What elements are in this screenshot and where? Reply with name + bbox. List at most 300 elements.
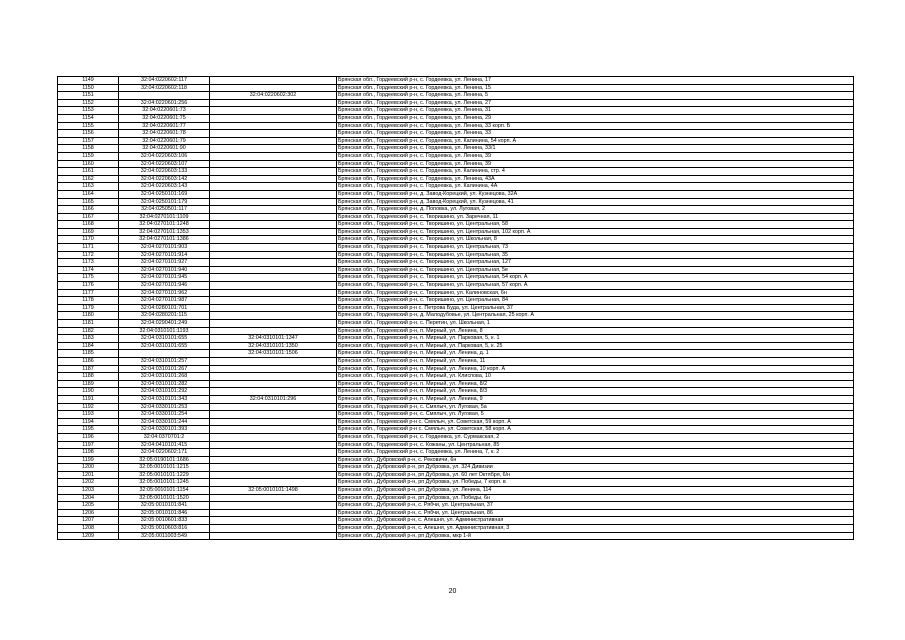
parent-cadastral-number-cell bbox=[210, 206, 337, 214]
address-cell: Брянская обл., Гордеевский р-н, с. Творишино, ул. Центральная, 35 bbox=[337, 251, 854, 259]
row-number-cell: 1205 bbox=[58, 502, 119, 510]
row-number-cell: 1196 bbox=[58, 433, 119, 441]
row-number-cell: 1178 bbox=[58, 297, 119, 305]
row-number-cell: 1188 bbox=[58, 373, 119, 381]
parent-cadastral-number-cell bbox=[210, 525, 337, 533]
parent-cadastral-number-cell bbox=[210, 320, 337, 328]
address-cell: Брянская обл., Гордеевский р-н, с. Кожаны, ул. Центральная, 85 bbox=[337, 441, 854, 449]
cadastral-number-cell: 32:04:0330101:254 bbox=[119, 411, 210, 419]
address-cell: Брянская обл., Гордеевский р-н, с. Творишино, ул. Центральная, 5е bbox=[337, 266, 854, 274]
cadastral-number-cell: 32:04:0270101:903 bbox=[119, 244, 210, 252]
parent-cadastral-number-cell bbox=[210, 357, 337, 365]
cadastral-number-cell: 32:04:0310101:655 bbox=[119, 335, 210, 343]
cadastral-number-cell: 32:04:0220603:107 bbox=[119, 160, 210, 168]
row-number-cell: 1185 bbox=[58, 350, 119, 358]
row-number-cell: 1182 bbox=[58, 327, 119, 335]
table-row bbox=[58, 259, 854, 267]
cadastral-number-cell: 32:04:0330101:393 bbox=[119, 426, 210, 434]
cadastral-number-cell: 32:04:0270101:946 bbox=[119, 282, 210, 290]
address-cell: Брянская обл., Гордеевский р-н, с. Гордеевка, ул. Ленина, 43А bbox=[337, 175, 854, 183]
row-number-cell: 1173 bbox=[58, 259, 119, 267]
cadastral-number-cell: 32:04:0280101:701 bbox=[119, 304, 210, 312]
table-row bbox=[58, 373, 854, 381]
address-cell: Брянская обл., Гордеевский р-н, п. Мирный, ул. Ленина, 10 корп. А bbox=[337, 365, 854, 373]
cadastral-number-cell: 32:04:0220601:77 bbox=[119, 122, 210, 130]
address-cell: Брянская обл., Гордеевский р-н, д. Завод-Корецкий, ул. Кузнецова, 32А bbox=[337, 190, 854, 198]
table-row bbox=[58, 365, 854, 373]
parent-cadastral-number-cell bbox=[210, 509, 337, 517]
cadastral-number-cell: 32:04:0220603:133 bbox=[119, 168, 210, 176]
table-row bbox=[58, 487, 854, 495]
address-cell: Брянская обл., Дубровский р-н, рп Дубровка, ул. Победы, 6н bbox=[337, 494, 854, 502]
row-number-cell: 1202 bbox=[58, 479, 119, 487]
cadastral-number-cell: 32:05:0010101:841 bbox=[119, 502, 210, 510]
address-cell: Брянская обл., Гордеевский р-н, с. Творишино, ул. Центральная, 102 корп. А bbox=[337, 228, 854, 236]
address-cell: Брянская обл., Гордеевский р-н, с. Гордеевка, ул. Ленина, 15 bbox=[337, 84, 854, 92]
parent-cadastral-number-cell bbox=[210, 266, 337, 274]
parent-cadastral-number-cell bbox=[210, 244, 337, 252]
cadastral-number-cell bbox=[119, 350, 210, 358]
parent-cadastral-number-cell bbox=[210, 122, 337, 130]
parent-cadastral-number-cell bbox=[210, 99, 337, 107]
parent-cadastral-number-cell bbox=[210, 449, 337, 457]
table-row bbox=[58, 183, 854, 191]
cadastral-number-cell: 32:04:0220601:78 bbox=[119, 130, 210, 138]
parent-cadastral-number-cell bbox=[210, 251, 337, 259]
cadastral-number-cell: 32:05:0010101:846 bbox=[119, 509, 210, 517]
row-number-cell: 1176 bbox=[58, 282, 119, 290]
cadastral-number-cell: 32:04:0330101:253 bbox=[119, 403, 210, 411]
row-number-cell: 1200 bbox=[58, 464, 119, 472]
address-cell: Брянская обл., Гордеевский р-н, с. Смялыч, ул. Луговая, 5 bbox=[337, 411, 854, 419]
parent-cadastral-number-cell bbox=[210, 213, 337, 221]
table-row bbox=[58, 532, 854, 540]
cadastral-number-cell: 32:05:0010101:1245 bbox=[119, 479, 210, 487]
address-cell: Брянская обл., Гордеевский р-н, с. Творишино, ул. Калиновская, 6н bbox=[337, 289, 854, 297]
row-number-cell: 1169 bbox=[58, 228, 119, 236]
table-row bbox=[58, 357, 854, 365]
table-row bbox=[58, 92, 854, 100]
cadastral-number-cell: 32:04:0250501:117 bbox=[119, 206, 210, 214]
cadastral-number-cell: 32:04:0220602:117 bbox=[119, 77, 210, 85]
table-row bbox=[58, 244, 854, 252]
parent-cadastral-number-cell bbox=[210, 259, 337, 267]
table-row bbox=[58, 426, 854, 434]
cadastral-number-cell: 32:05:0010101:1215 bbox=[119, 464, 210, 472]
address-cell: Брянская обл., Гордеевский р-н, с. Смялыч, ул. Луговая, 5а bbox=[337, 403, 854, 411]
cadastral-number-cell: 32:04:0220601:75 bbox=[119, 114, 210, 122]
page-number: 20 bbox=[448, 588, 457, 595]
parent-cadastral-number-cell: 32:04:0310101:1506 bbox=[210, 350, 337, 358]
row-number-cell: 1186 bbox=[58, 357, 119, 365]
address-cell: Брянская обл., Гордеевский р-н, с. Гордеевка, ул. Калинина, 4А bbox=[337, 183, 854, 191]
parent-cadastral-number-cell bbox=[210, 190, 337, 198]
address-cell: Брянская обл., Гордеевский р-н с. Петрова Буда, ул. Центральная, 37 bbox=[337, 304, 854, 312]
table-row bbox=[58, 175, 854, 183]
cadastral-number-cell: 32:04:0270101:1353 bbox=[119, 228, 210, 236]
table-row bbox=[58, 494, 854, 502]
row-number-cell: 1209 bbox=[58, 532, 119, 540]
row-number-cell: 1206 bbox=[58, 509, 119, 517]
parent-cadastral-number-cell bbox=[210, 228, 337, 236]
cadastral-number-cell: 32:05:0190101:1686 bbox=[119, 456, 210, 464]
row-number-cell: 1160 bbox=[58, 160, 119, 168]
table-row bbox=[58, 517, 854, 525]
address-cell: Брянская обл., Гордеевский р-н, с. Гордеевка, ул. Ленина, 5 bbox=[337, 92, 854, 100]
table-row bbox=[58, 403, 854, 411]
row-number-cell: 1170 bbox=[58, 236, 119, 244]
row-number-cell: 1208 bbox=[58, 525, 119, 533]
address-cell: Брянская обл., Гордеевский р-н, д. Поповка, ул. Луговая, 2 bbox=[337, 206, 854, 214]
cadastral-number-cell: 32:04:0250101:169 bbox=[119, 190, 210, 198]
cadastral-number-cell: 32:04:0220601:256 bbox=[119, 99, 210, 107]
parent-cadastral-number-cell bbox=[210, 388, 337, 396]
cadastral-number-cell: 32:04:0220601:79 bbox=[119, 137, 210, 145]
table-row bbox=[58, 335, 854, 343]
row-number-cell: 1195 bbox=[58, 426, 119, 434]
row-number-cell: 1203 bbox=[58, 487, 119, 495]
address-cell: Брянская обл., Гордеевский р-н, п. Мирный, ул. Ленина, 8/2 bbox=[337, 380, 854, 388]
parent-cadastral-number-cell: 32:04:0310101:1350 bbox=[210, 342, 337, 350]
row-number-cell: 1183 bbox=[58, 335, 119, 343]
row-number-cell: 1198 bbox=[58, 449, 119, 457]
parent-cadastral-number-cell bbox=[210, 198, 337, 206]
table-row bbox=[58, 395, 854, 403]
address-cell: Брянская обл., Дубровский р-н, рп Дубровка, ул. Победы, 7 корп. в bbox=[337, 479, 854, 487]
cadastral-number-cell: 32:04:0220603:106 bbox=[119, 152, 210, 160]
row-number-cell: 1155 bbox=[58, 122, 119, 130]
parent-cadastral-number-cell bbox=[210, 365, 337, 373]
parent-cadastral-number-cell bbox=[210, 297, 337, 305]
row-number-cell: 1165 bbox=[58, 198, 119, 206]
address-cell: Брянская обл., Гордеевский р-н, п. Мирный, ул. Парковая, 5, к. 25 bbox=[337, 342, 854, 350]
parent-cadastral-number-cell bbox=[210, 183, 337, 191]
cadastral-number-cell: 32:04:0220602:171 bbox=[119, 449, 210, 457]
parent-cadastral-number-cell bbox=[210, 471, 337, 479]
table-row bbox=[58, 107, 854, 115]
parent-cadastral-number-cell bbox=[210, 327, 337, 335]
table-row bbox=[58, 312, 854, 320]
parent-cadastral-number-cell bbox=[210, 282, 337, 290]
cadastral-number-cell: 32:04:0410101:415 bbox=[119, 441, 210, 449]
row-number-cell: 1166 bbox=[58, 206, 119, 214]
row-number-cell: 1161 bbox=[58, 168, 119, 176]
parent-cadastral-number-cell bbox=[210, 373, 337, 381]
cadastral-number-cell: 32:04:0310101:292 bbox=[119, 388, 210, 396]
parent-cadastral-number-cell bbox=[210, 517, 337, 525]
cadastral-number-cell: 32:05:0011003:549 bbox=[119, 532, 210, 540]
row-number-cell: 1191 bbox=[58, 395, 119, 403]
table-row bbox=[58, 99, 854, 107]
row-number-cell: 1192 bbox=[58, 403, 119, 411]
row-number-cell: 1163 bbox=[58, 183, 119, 191]
cadastral-number-cell: 32:04:0270101:987 bbox=[119, 297, 210, 305]
row-number-cell: 1152 bbox=[58, 99, 119, 107]
row-number-cell: 1189 bbox=[58, 380, 119, 388]
parent-cadastral-number-cell bbox=[210, 168, 337, 176]
address-cell: Брянская обл., Гордеевский р-н, с. Гордеевка, ул. Ленина, 27 bbox=[337, 99, 854, 107]
parent-cadastral-number-cell bbox=[210, 77, 337, 85]
address-cell: Брянская обл., Гордеевский р-н, с. Гордеевка, ул. Ленина, 29 bbox=[337, 114, 854, 122]
table-row bbox=[58, 251, 854, 259]
table-row bbox=[58, 130, 854, 138]
address-cell: Брянская обл., Дубровский р-н, рп Дубровка, ул. Ленина, 114 bbox=[337, 487, 854, 495]
parent-cadastral-number-cell bbox=[210, 380, 337, 388]
table-row bbox=[58, 388, 854, 396]
cadastral-number-cell: 32:04:0310101:268 bbox=[119, 373, 210, 381]
address-cell: Брянская обл., Гордеевский р-н, с. Творишино, ул. Центральная, 57 корп. А bbox=[337, 282, 854, 290]
table-row bbox=[58, 525, 854, 533]
parent-cadastral-number-cell bbox=[210, 403, 337, 411]
cadastral-number-cell: 32:04:0220603:143 bbox=[119, 183, 210, 191]
registry-table-body bbox=[58, 77, 854, 540]
row-number-cell: 1153 bbox=[58, 107, 119, 115]
parent-cadastral-number-cell bbox=[210, 114, 337, 122]
cadastral-number-cell: 32:04:0310101:282 bbox=[119, 380, 210, 388]
cadastral-number-cell: 32:04:0370701:2 bbox=[119, 433, 210, 441]
parent-cadastral-number-cell bbox=[210, 289, 337, 297]
address-cell: Брянская обл., Дубровский р-н, с. Рябчи, ул. Центральная, 86 bbox=[337, 509, 854, 517]
table-row bbox=[58, 509, 854, 517]
parent-cadastral-number-cell bbox=[210, 221, 337, 229]
table-row bbox=[58, 152, 854, 160]
row-number-cell: 1175 bbox=[58, 274, 119, 282]
table-row bbox=[58, 502, 854, 510]
address-cell: Брянская обл., Гордеевский р-н с. Смялыч, ул. Советская, 58 корп. А bbox=[337, 426, 854, 434]
row-number-cell: 1197 bbox=[58, 441, 119, 449]
address-cell: Брянская обл., Гордеевский р-н, с. Творишино, ул. Центральная, 58 bbox=[337, 221, 854, 229]
parent-cadastral-number-cell bbox=[210, 145, 337, 153]
table-row bbox=[58, 114, 854, 122]
cadastral-number-cell: 32:04:0270101:962 bbox=[119, 289, 210, 297]
row-number-cell: 1180 bbox=[58, 312, 119, 320]
address-cell: Брянская обл., Гордеевский р-н, с. Гордеевка, ул. Ленина, 39 bbox=[337, 152, 854, 160]
cadastral-number-cell: 32:04:0220602:118 bbox=[119, 84, 210, 92]
address-cell: Брянская обл., Гордеевский р-н, с. Гордеевка, ул. Ленина, 33 корп. Б bbox=[337, 122, 854, 130]
address-cell: Брянская обл., Гордеевский р-н, с. Гордеевка, ул. Калинина, стр. 4 bbox=[337, 168, 854, 176]
cadastral-number-cell: 32:04:0310101:267 bbox=[119, 365, 210, 373]
cadastral-number-cell: 32:04:0270101:927 bbox=[119, 259, 210, 267]
table-row bbox=[58, 84, 854, 92]
row-number-cell: 1168 bbox=[58, 221, 119, 229]
parent-cadastral-number-cell: 32:04:0310101:296 bbox=[210, 395, 337, 403]
table-row bbox=[58, 168, 854, 176]
row-number-cell: 1177 bbox=[58, 289, 119, 297]
cadastral-number-cell: 32:04:0280201:115 bbox=[119, 312, 210, 320]
address-cell: Брянская обл., Гордеевский р-н, п. Мирный, ул. Ленина, 9 bbox=[337, 395, 854, 403]
cadastral-number-cell: 32:04:0270101:914 bbox=[119, 251, 210, 259]
table-row bbox=[58, 206, 854, 214]
address-cell: Брянская обл., Гордеевский р-н, п. Мирный, ул. Ленина, 11 bbox=[337, 357, 854, 365]
table-row bbox=[58, 221, 854, 229]
table-row bbox=[58, 137, 854, 145]
table-row bbox=[58, 350, 854, 358]
row-number-cell: 1187 bbox=[58, 365, 119, 373]
cadastral-number-cell: 32:04:0250101:179 bbox=[119, 198, 210, 206]
parent-cadastral-number-cell bbox=[210, 137, 337, 145]
table-row bbox=[58, 160, 854, 168]
parent-cadastral-number-cell bbox=[210, 532, 337, 540]
address-cell: Брянская обл., Дубровский р-н, с. Рековичи, 6н bbox=[337, 456, 854, 464]
address-cell: Брянская обл., Гордеевский р-н, с. Творишино, ул. Центральная, 54 корп. А bbox=[337, 274, 854, 282]
row-number-cell: 1199 bbox=[58, 456, 119, 464]
address-cell: Брянская обл., Дубровский р-н, рп Дубровка, ул. 60 лет Октября, 6/н bbox=[337, 471, 854, 479]
cadastral-number-cell: 32:05:0010101:1154 bbox=[119, 487, 210, 495]
parent-cadastral-number-cell bbox=[210, 130, 337, 138]
row-number-cell: 1179 bbox=[58, 304, 119, 312]
parent-cadastral-number-cell bbox=[210, 160, 337, 168]
table-row bbox=[58, 471, 854, 479]
address-cell: Брянская обл., Гордеевский р-н с. Смялыч, ул. Советская, 59 корп. А bbox=[337, 418, 854, 426]
address-cell: Брянская обл., Гордеевский р-н, с. Творишино, ул. Центральная, 73 bbox=[337, 244, 854, 252]
table-row bbox=[58, 411, 854, 419]
row-number-cell: 1201 bbox=[58, 471, 119, 479]
table-row bbox=[58, 304, 854, 312]
parent-cadastral-number-cell bbox=[210, 175, 337, 183]
address-cell: Брянская обл., Дубровский р-н, с. Алешня, ул. Административная, 3 bbox=[337, 525, 854, 533]
row-number-cell: 1167 bbox=[58, 213, 119, 221]
table-row bbox=[58, 433, 854, 441]
parent-cadastral-number-cell: 32:04:0310101:1347 bbox=[210, 335, 337, 343]
address-cell: Брянская обл., Гордеевский р-н, с. Творишино, ул. Заречная, 11 bbox=[337, 213, 854, 221]
parent-cadastral-number-cell: 32:05:0010101:1498 bbox=[210, 487, 337, 495]
parent-cadastral-number-cell bbox=[210, 418, 337, 426]
cadastral-number-cell: 32:04:0310101:1193 bbox=[119, 327, 210, 335]
parent-cadastral-number-cell bbox=[210, 433, 337, 441]
address-cell: Брянская обл., Дубровский р-н, с. Алешня, ул. Административная bbox=[337, 517, 854, 525]
row-number-cell: 1157 bbox=[58, 137, 119, 145]
row-number-cell: 1184 bbox=[58, 342, 119, 350]
table-row bbox=[58, 266, 854, 274]
row-number-cell: 1181 bbox=[58, 320, 119, 328]
parent-cadastral-number-cell bbox=[210, 84, 337, 92]
row-number-cell: 1158 bbox=[58, 145, 119, 153]
parent-cadastral-number-cell bbox=[210, 494, 337, 502]
row-number-cell: 1204 bbox=[58, 494, 119, 502]
row-number-cell: 1190 bbox=[58, 388, 119, 396]
address-cell: Брянская обл., Гордеевский р-н, п. Мирный, ул. Ленина, д. 1 bbox=[337, 350, 854, 358]
cadastral-number-cell: 32:04:0270101:945 bbox=[119, 274, 210, 282]
address-cell: Брянская обл., Гордеевский р-н, с. Перетин, ул. Школьная, 1 bbox=[337, 320, 854, 328]
table-row bbox=[58, 441, 854, 449]
address-cell: Брянская обл., Гордеевский р-н, с. Гордеевка, ул. Ленина, 31 bbox=[337, 107, 854, 115]
table-row bbox=[58, 122, 854, 130]
table-row bbox=[58, 190, 854, 198]
parent-cadastral-number-cell bbox=[210, 464, 337, 472]
row-number-cell: 1151 bbox=[58, 92, 119, 100]
address-cell: Брянская обл., Гордеевский р-н, с. Творишино, ул. Школьная, 8 bbox=[337, 236, 854, 244]
cadastral-number-cell: 32:05:0010601:833 bbox=[119, 517, 210, 525]
cadastral-number-cell: 32:04:0310101:655 bbox=[119, 342, 210, 350]
row-number-cell: 1207 bbox=[58, 517, 119, 525]
table-row bbox=[58, 327, 854, 335]
cadastral-number-cell: 32:05:0010101:1229 bbox=[119, 471, 210, 479]
table-row bbox=[58, 145, 854, 153]
row-number-cell: 1174 bbox=[58, 266, 119, 274]
parent-cadastral-number-cell bbox=[210, 502, 337, 510]
parent-cadastral-number-cell: 32:04:0220602:302 bbox=[210, 92, 337, 100]
table-row bbox=[58, 297, 854, 305]
table-row bbox=[58, 464, 854, 472]
row-number-cell: 1193 bbox=[58, 411, 119, 419]
address-cell: Брянская обл., Гордеевский р-н, с. Гордеевка, ул. Ленина, 7, к. 2 bbox=[337, 449, 854, 457]
table-row bbox=[58, 418, 854, 426]
cadastral-number-cell: 32:04:0270101:940 bbox=[119, 266, 210, 274]
parent-cadastral-number-cell bbox=[210, 441, 337, 449]
address-cell: Брянская обл., Дубровский р-н, с. Рябчи, ул. Центральная, 37 bbox=[337, 502, 854, 510]
row-number-cell: 1154 bbox=[58, 114, 119, 122]
table-row bbox=[58, 380, 854, 388]
table-row bbox=[58, 198, 854, 206]
row-number-cell: 1159 bbox=[58, 152, 119, 160]
parent-cadastral-number-cell bbox=[210, 456, 337, 464]
row-number-cell: 1194 bbox=[58, 418, 119, 426]
address-cell: Брянская обл., Гордеевский р-н, п. Мирный, ул. Парковая, 5, к. 1 bbox=[337, 335, 854, 343]
cadastral-number-cell: 32:04:0310101:257 bbox=[119, 357, 210, 365]
address-cell: Брянская обл., Гордеевский р-н, п. Мирный, ул. Ленина, 8/3 bbox=[337, 388, 854, 396]
table-row bbox=[58, 274, 854, 282]
address-cell: Брянская обл., Гордеевский р-н, с. Гордеевка, ул. Калинина, 54 корп. А bbox=[337, 137, 854, 145]
parent-cadastral-number-cell bbox=[210, 304, 337, 312]
address-cell: Брянская обл., Гордеевский р-н, д. Завод-Корецкий, ул. Кузнецова, 41 bbox=[337, 198, 854, 206]
parent-cadastral-number-cell bbox=[210, 152, 337, 160]
parent-cadastral-number-cell bbox=[210, 107, 337, 115]
address-cell: Брянская обл., Гордеевский р-н, п. Мирный, ул. Клиспова, 10 bbox=[337, 373, 854, 381]
table-row bbox=[58, 236, 854, 244]
cadastral-number-cell: 32:05:0010101:1520 bbox=[119, 494, 210, 502]
table-row bbox=[58, 213, 854, 221]
cadastral-number-cell: 32:04:0330101:244 bbox=[119, 418, 210, 426]
row-number-cell: 1156 bbox=[58, 130, 119, 138]
table-row bbox=[58, 77, 854, 85]
address-cell: Брянская обл., Гордеевский р-н, с. Гордеевка, ул. Ленина, 17 bbox=[337, 77, 854, 85]
table-row bbox=[58, 449, 854, 457]
table-row bbox=[58, 342, 854, 350]
row-number-cell: 1171 bbox=[58, 244, 119, 252]
cadastral-number-cell: 32:04:0270101:1109 bbox=[119, 213, 210, 221]
address-cell: Брянская обл., Дубровский р-н, рп Дубровка, ул. 324 Дивизии bbox=[337, 464, 854, 472]
address-cell: Брянская обл., Гордеевский р-н, п. Мирный, ул. Ленина, 8 bbox=[337, 327, 854, 335]
row-number-cell: 1162 bbox=[58, 175, 119, 183]
parent-cadastral-number-cell bbox=[210, 274, 337, 282]
parent-cadastral-number-cell bbox=[210, 411, 337, 419]
address-cell: Брянская обл., Дубровский р-н, рп Дубровка, мкр 1-й bbox=[337, 532, 854, 540]
address-cell: Брянская обл., Гордеевский р-н, с. Гордеевка, ул. Ленина, 39 bbox=[337, 160, 854, 168]
address-cell: Брянская обл., Гордеевский р-н, д. Малодубовье, ул. Центральная, 25 корп. А bbox=[337, 312, 854, 320]
row-number-cell: 1172 bbox=[58, 251, 119, 259]
cadastral-number-cell: 32:04:0220601:73 bbox=[119, 107, 210, 115]
table-row bbox=[58, 479, 854, 487]
cadastral-number-cell: 32:04:0290401:249 bbox=[119, 320, 210, 328]
table-row bbox=[58, 289, 854, 297]
registry-table bbox=[57, 76, 854, 540]
parent-cadastral-number-cell bbox=[210, 426, 337, 434]
cadastral-number-cell: 32:04:0310101:343 bbox=[119, 395, 210, 403]
cadastral-number-cell: 32:04:0270101:1386 bbox=[119, 236, 210, 244]
cadastral-number-cell: 32:04:0270101:1248 bbox=[119, 221, 210, 229]
parent-cadastral-number-cell bbox=[210, 312, 337, 320]
address-cell: Брянская обл., Гордеевский р-н, с. Творишино, ул. Центральная, 127 bbox=[337, 259, 854, 267]
address-cell: Брянская обл., Гордеевский р-н, с. Гордеевка, ул. Ленина, 33/1 bbox=[337, 145, 854, 153]
row-number-cell: 1164 bbox=[58, 190, 119, 198]
cadastral-number-cell: 32:04:0220601:90 bbox=[119, 145, 210, 153]
parent-cadastral-number-cell bbox=[210, 479, 337, 487]
cadastral-number-cell bbox=[119, 92, 210, 100]
address-cell: Брянская обл., Гордеевский р-н, с. Гордеевка, ул. Сурмакская, 2 bbox=[337, 433, 854, 441]
cadastral-number-cell: 32:05:0010603:816 bbox=[119, 525, 210, 533]
parent-cadastral-number-cell bbox=[210, 236, 337, 244]
row-number-cell: 1150 bbox=[58, 84, 119, 92]
